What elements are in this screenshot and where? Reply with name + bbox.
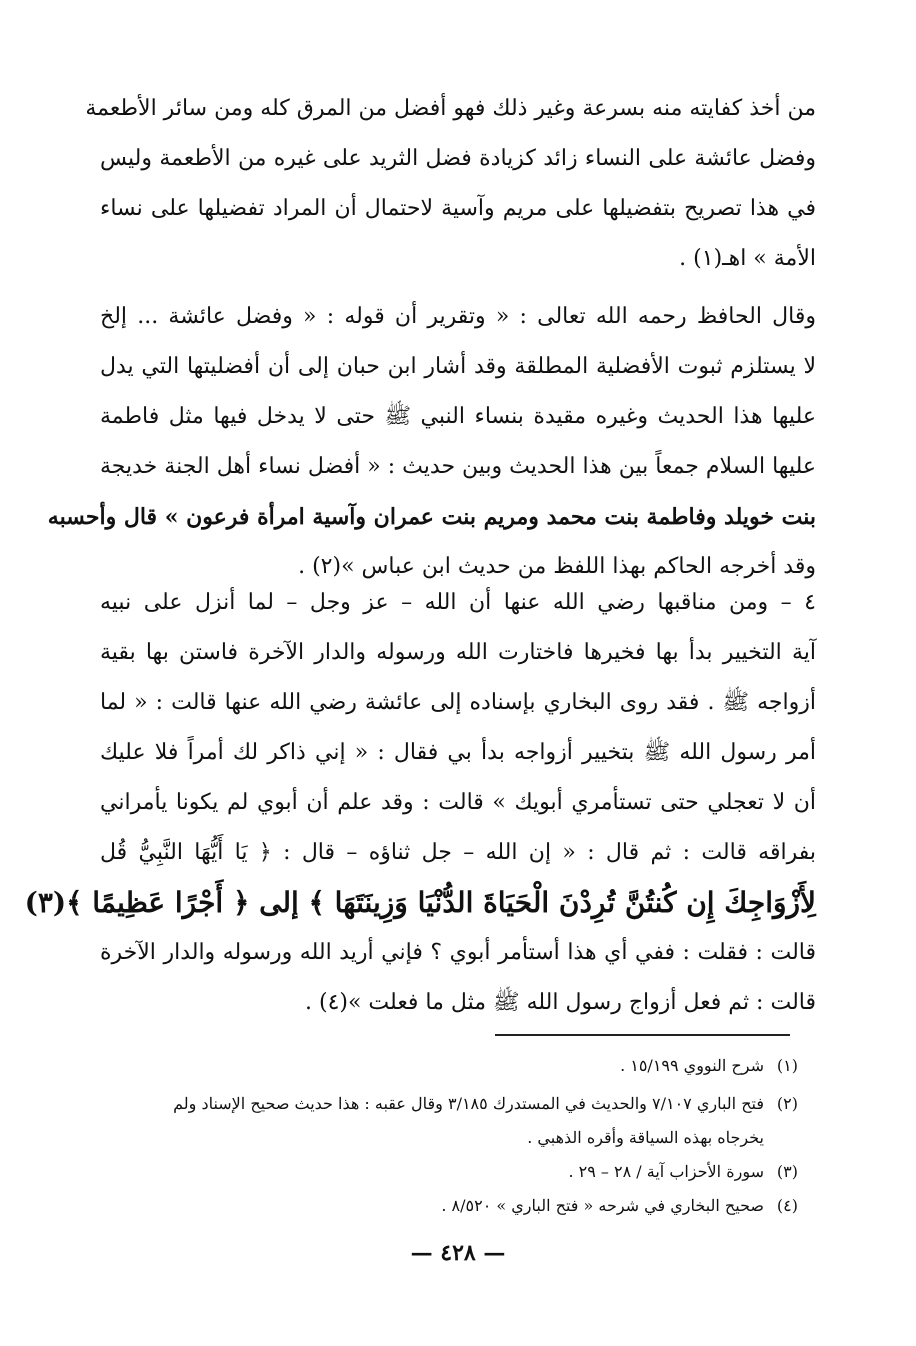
text-line: آية التخيير بدأ بها فخيرها فاختارت الله ورسوله والدار الآخرة فاستن بها بقية	[100, 640, 816, 665]
footnote-number: (٣)	[776, 1162, 798, 1181]
text-line: عليها هذا الحديث وغيره مقيدة بنساء النبي ﷺ حتى لا يدخل فيها مثل فاطمة	[100, 404, 816, 429]
text-line: بنت خويلد وفاطمة بنت محمد ومريم بنت عمران وآسية امرأة فرعون » قال وأحسبه	[47, 504, 816, 530]
footnote-text: شرح النووي ١٥/١٩٩ .	[620, 1056, 764, 1075]
text-line: قالت : ثم فعل أزواج رسول الله ﷺ مثل ما فعلت »(٤) .	[304, 990, 816, 1015]
footnote-text: سورة الأحزاب آية / ٢٨ – ٢٩ .	[568, 1162, 764, 1181]
text-line: من أخذ كفايته منه بسرعة وغير ذلك فهو أفضل من المرق كله ومن سائر الأطعمة	[85, 96, 816, 121]
paragraph-1	[85, 84, 816, 284]
text-line: عليها السلام جمعاً بين هذا الحديث وبين حديث : « أفضل نساء أهل الجنة خديجة	[100, 454, 816, 479]
text-line: قالت : فقلت : ففي أي هذا أستأمر أبوي ؟ فإني أريد الله ورسوله والدار الآخرة	[100, 940, 816, 965]
text-line: في هذا تصريح بتفضيلها على مريم وآسية لاحتمال أن المراد تفضيلها على نساء	[100, 196, 816, 221]
page-number: — ٤٢٨ —	[410, 1240, 506, 1266]
text-line: وقال الحافظ رحمه الله تعالى : « وتقرير أن قوله : « وفضل عائشة ... إلخ	[100, 304, 816, 329]
footnote-number: (٤)	[776, 1196, 798, 1215]
text-line: لا يستلزم ثبوت الأفضلية المطلقة وقد أشار ابن حبان إلى أن أفضليتها التي يدل	[100, 354, 816, 379]
paragraph-3	[24, 578, 816, 1028]
footnote-divider	[495, 1034, 790, 1036]
text-line: وقد أخرجه الحاكم بهذا اللفظ من حديث ابن عباس »(٢) .	[298, 554, 816, 579]
footnote-number: (١)	[776, 1056, 798, 1075]
text-line: وفضل عائشة على النساء زائد كزيادة فضل الثريد على غيره من الأطعمة وليس	[100, 146, 816, 171]
footnote-text: يخرجاه بهذه السياقة وأقره الذهبي .	[527, 1128, 764, 1147]
paragraph-2	[47, 292, 816, 592]
text-line: أن لا تعجلي حتى تستأمري أبويك » قالت : وقد علم أن أبوي لم يكونا يأمراني	[100, 790, 816, 815]
footnote-2	[100, 1088, 798, 1120]
text-line: بفراقه قالت : ثم قال : « إن الله – جل ثناؤه – قال : ﴿ يَا أَيُّهَا النَّبِيُّ قُل	[100, 840, 816, 865]
quran-verse-line: لِأَزْوَاجِكَ إِن كُنتُنَّ تُرِدْنَ الْحَيَاةَ الدُّنْيَا وَزِينَتَهَا ﴾ إلى ﴿ أَجْرًا عَظِيمًا ﴾(٣)	[24, 886, 816, 919]
text-line: الأمة » اهـ(١) .	[679, 246, 816, 271]
footnote-1	[100, 1050, 798, 1082]
text-line: أزواجه ﷺ . فقد روى البخاري بإسناده إلى عائشة رضي الله عنها قالت : « لما	[100, 690, 816, 715]
footnote-text: فتح الباري ٧/١٠٧ والحديث في المستدرك ٣/١٨٥ وقال عقبه : هذا حديث صحيح الإسناد ولم	[173, 1094, 764, 1113]
footnote-text: صحيح البخاري في شرحه « فتح الباري » ٨/٥٢٠ .	[441, 1196, 764, 1215]
footnote-4	[100, 1190, 798, 1222]
text-line: أمر رسول الله ﷺ بتخيير أزواجه بدأ بي فقال : « إني ذاكر لك أمراً فلا عليك	[100, 740, 816, 765]
text-line: ٤ – ومن مناقبها رضي الله عنها أن الله – عز وجل – لما أنزل على نبيه	[100, 590, 816, 615]
footnote-2-continued	[100, 1122, 798, 1154]
footnote-3	[100, 1156, 798, 1188]
footnote-number: (٢)	[776, 1094, 798, 1113]
